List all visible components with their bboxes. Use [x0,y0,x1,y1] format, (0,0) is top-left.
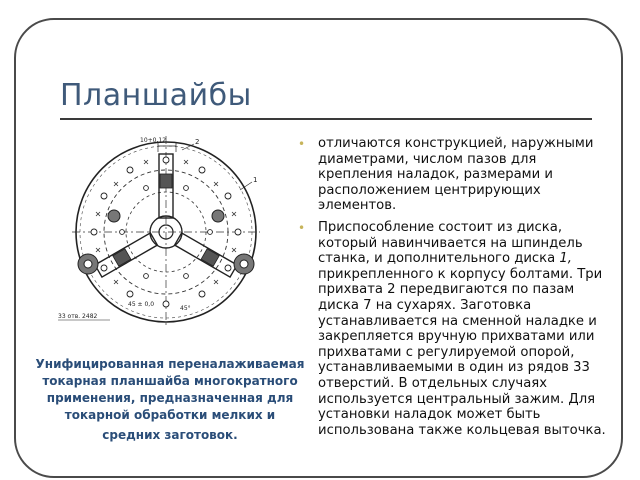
bullet-item [298,220,610,438]
bullet-italic-ref: 1, [559,251,572,267]
hole [120,230,125,235]
left-block-hole [84,260,92,268]
hole [199,167,205,173]
figure-caption [28,356,312,444]
bullet-icon: • [298,220,306,235]
bullet-icon: • [298,137,306,151]
hole [184,186,189,191]
faceplate-drawing-icon [54,130,290,330]
hole [101,265,107,271]
hole [144,186,149,191]
caption-line: средних заготовок. [102,428,238,442]
label-1: 1 [253,176,258,184]
hole [127,291,133,297]
title-divider [60,118,592,120]
hole [91,229,97,235]
hole [127,167,133,173]
angle-label: 45° [180,305,191,312]
caption-line: токарная планшайба многократного [42,374,298,388]
faceplate-drawing [54,130,290,330]
hole [225,265,231,271]
hole [101,193,107,199]
label-2: 2 [195,138,200,146]
hole [163,301,169,307]
bullet-item [298,136,610,214]
hole [235,229,241,235]
right-block-hole [240,260,248,268]
dim-label-top: 10+0,12 [140,137,167,144]
hole [184,274,189,279]
hole [144,274,149,279]
bullet-text-start: Приспособление состоит из диска, который навинчивается на шпиндель станка, и дополнительного диска [318,219,583,267]
hole [225,193,231,199]
hole [163,157,169,163]
clamp-top [160,174,172,188]
hole [208,230,213,235]
caption-line: Унифицированная переналаживаемая [35,357,305,371]
right-upper-block [212,210,224,222]
bullet-text-end: прикрепленного к корпусу болтами. Три прихвата 2 передвигаются по пазам диска 7 на сухарях. Заготовка устанавливается на сменной наладке и закрепляется вручную прихватами или прихватами с регулируемой опорой, устанавливаемыми в один из рядов 33 отверстий. В отдельных случаях используется центральный зажим. Для установки наладок может быть использована также кольцевая выточка. [318,266,606,438]
hole [199,291,205,297]
left-upper-block [108,210,120,222]
bullet-text: отличаются конструкцией, наружными диаметрами, числом пазов для крепления наладок, размерами и расположением центрирующих элементов. [318,136,594,214]
slide-title: Планшайбы [60,78,252,113]
clamp-left [113,249,131,266]
caption-line: применения, предназначенная для [46,391,294,405]
bullet-list [298,136,610,444]
clamp-right [201,249,219,266]
holes-label: 33 отв. 2482 [58,313,98,320]
dim-label-bottom: 45 ± 0,0 [128,301,155,308]
caption-line: токарной обработки мелких и [64,408,276,422]
